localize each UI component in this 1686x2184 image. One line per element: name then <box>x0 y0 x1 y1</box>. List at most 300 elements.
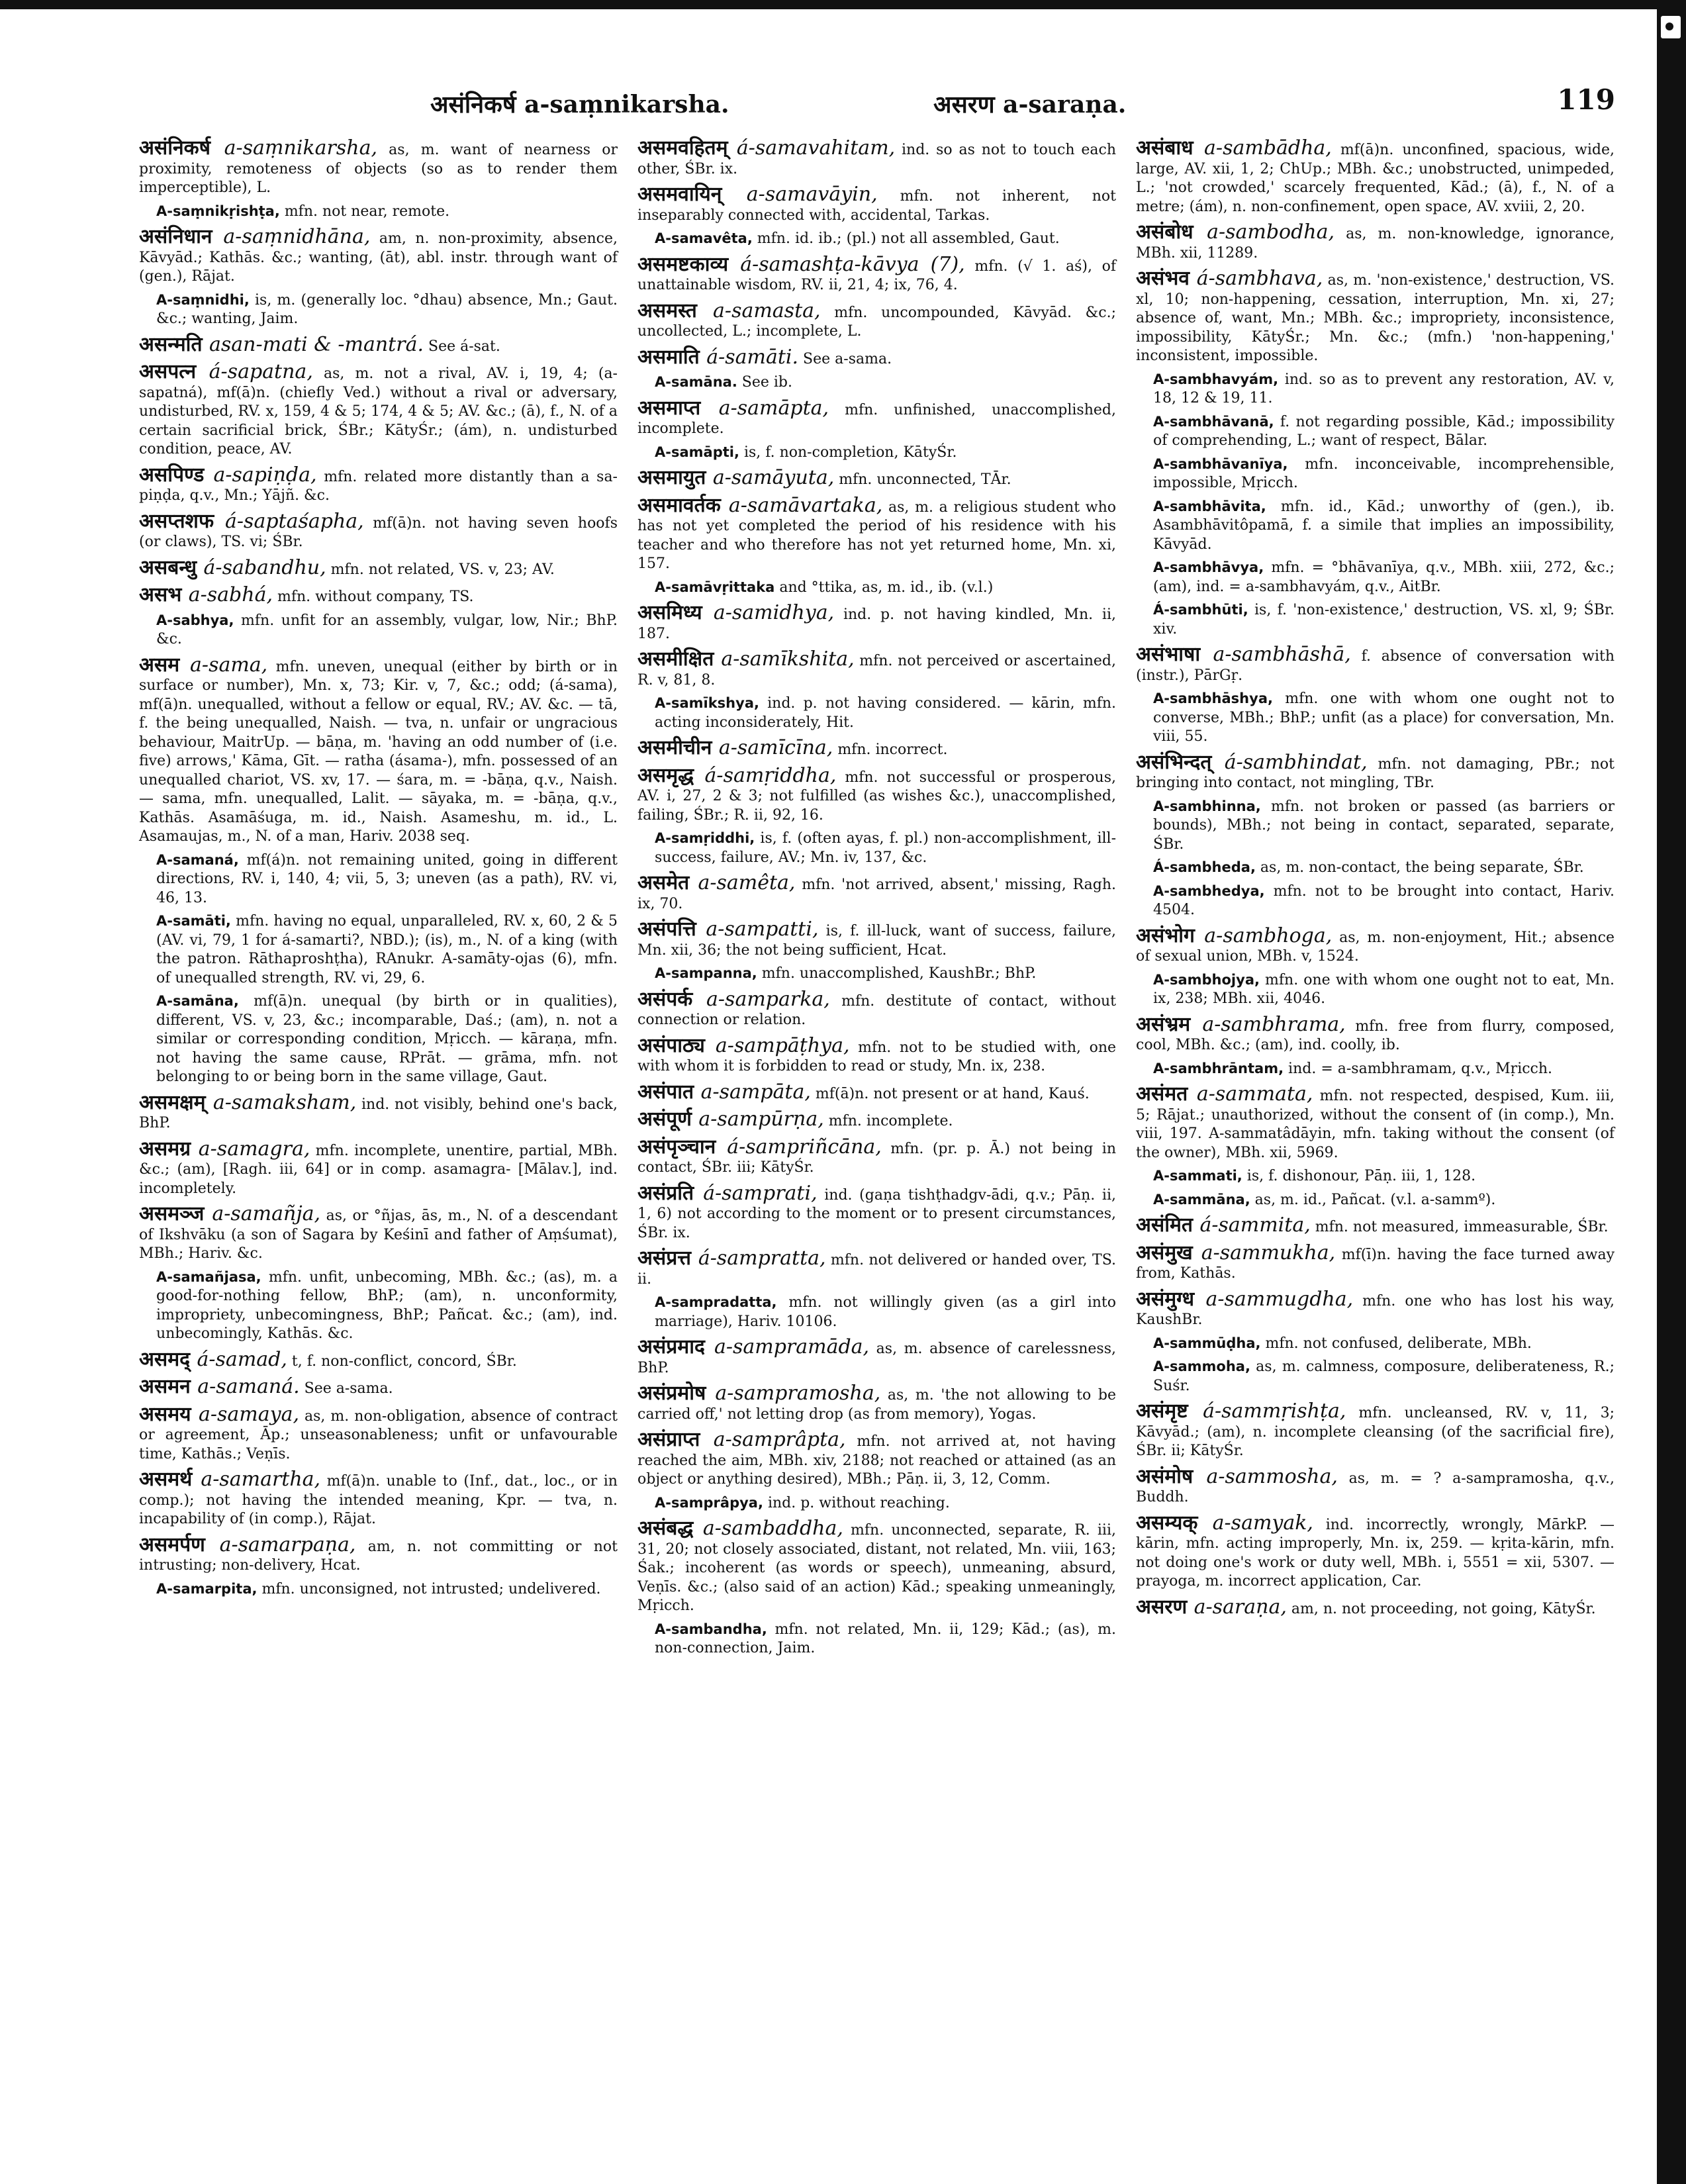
entry-definition: as, m. calmness, composure, deliberateness, R.; Suśr. <box>1153 1358 1615 1394</box>
sub-entry <box>1136 858 1615 878</box>
sub-headword: A-saṃnidhi, <box>156 291 250 308</box>
entry-definition: mf(ā)n. not present or at hand, Kauś. <box>810 1085 1090 1102</box>
headword-devanagari: असमृद्ध <box>637 763 705 787</box>
headword-devanagari: असमस्त <box>637 299 714 322</box>
sub-entry <box>1136 1190 1615 1210</box>
headword-devanagari: असंभाषा <box>1136 643 1213 666</box>
headword-devanagari: असन्मति <box>139 332 209 356</box>
dictionary-entry <box>637 871 1117 914</box>
headword-devanagari: असमन <box>139 1375 198 1398</box>
headword-devanagari: असंनिकर्ष <box>139 136 224 160</box>
sub-entry <box>637 1494 1116 1513</box>
headword-transliteration: á-samprati, <box>703 1181 818 1205</box>
dictionary-entry <box>139 1202 618 1264</box>
entry-definition: ind. not visibly, behind one's back, BhP. <box>139 1096 618 1131</box>
sub-entry <box>637 694 1116 732</box>
entry-definition: mfn. not confused, deliberate, MBh. <box>1260 1335 1532 1352</box>
entry-definition: See ib. <box>737 374 793 391</box>
headword-transliteration: a-sambādha, <box>1204 136 1332 160</box>
headword-transliteration: a-sambhāshā, <box>1213 643 1351 666</box>
headword-devanagari: असमिध्य <box>637 601 714 624</box>
headword-transliteration: a-samidhya, <box>713 601 835 624</box>
headword-transliteration: á-sammita, <box>1199 1213 1311 1237</box>
headword-devanagari: असंबाध <box>1136 136 1205 160</box>
entry-definition: mfn. not to be brought into contact, Hariv. 4504. <box>1153 882 1615 918</box>
dictionary-entry <box>139 360 618 459</box>
headword-transliteration: á-samashṭa-kāvya (7), <box>740 252 965 276</box>
entry-definition: mfn. not arrived at, not having reached the aim, MBh. xiv, 2188; not reached or attained (as an object or anything desired), MBh.; Pāṇ. ii, 3, 12, Comm. <box>637 1433 1116 1488</box>
dictionary-entry <box>1136 1012 1615 1055</box>
sub-entry <box>1136 797 1615 855</box>
headword-devanagari: असमवायिन् <box>637 183 747 206</box>
entry-definition: See á-sat. <box>424 338 500 355</box>
headword-transliteration: a-saṃnidhāna, <box>223 225 371 248</box>
entry-definition: mfn. unfinished, unaccomplished, incomplete. <box>637 401 1116 437</box>
headword-devanagari: असंप्रति <box>637 1181 704 1205</box>
headword-transliteration: a-sammosha, <box>1206 1464 1338 1488</box>
entry-definition: mfn. not successful or prosperous, AV. i, 27, 2 & 3; not fulfilled (as wishes &c.), unaccomplished, failing, ŚBr.; R. ii, 92, 16. <box>637 769 1116 824</box>
entry-definition: ind. = a-sambhramam, q.v., Mṛicch. <box>1284 1060 1553 1077</box>
entry-definition: mfn. incomplete, unentire, partial, MBh. &c.; (am), [Ragh. iii, 64] or in comp. asamagra- [Mālav.], ind. incompletely. <box>139 1142 618 1197</box>
dictionary-entry <box>637 763 1116 826</box>
headword-transliteration: a-sampramosha, <box>715 1382 881 1405</box>
entry-definition: ind. (gaṇa tishṭhadgv-ādi, q.v.; Pāṇ. ii, 1, 6) not according to the moment or to present circumstances, ŚBr. ix. <box>637 1186 1116 1241</box>
entry-definition: mfn. not near, remote. <box>279 203 450 220</box>
sub-headword: A-samīkshya, <box>655 695 759 711</box>
dictionary-entry <box>1136 1402 1615 1461</box>
entry-definition: mfn. not to be studied with, one with whom it is forbidden to read or study, Mn. ix, 238. <box>637 1039 1117 1074</box>
dictionary-entry <box>637 345 1116 369</box>
headword-transliteration: a-samaksham, <box>212 1090 357 1114</box>
entry-definition: as, m. non-enjoyment, Hit.; absence of sexual union, MBh. v, 1524. <box>1136 929 1615 965</box>
entry-definition: as, m. 'non-existence,' destruction, VS. xl, 10; non-happening, cessation, interruption, Mn. xi, 27; absence of, want, Mn.; MBh. &c.; impropriety, inconsistence, impossibility, KātyŚr.; Mn. &c.; (mfn.) 'non-happening,' inconsistent, impossible. <box>1136 272 1615 364</box>
headword-transliteration: a-sampramāda, <box>714 1335 870 1358</box>
headword-devanagari: असम <box>139 653 191 677</box>
entry-definition: as, m. want of nearness or proximity, remoteness of objects (so as to render them imperceptible), L. <box>139 142 618 196</box>
dictionary-entry <box>637 1135 1116 1178</box>
dictionary-entry <box>637 987 1116 1030</box>
headword-devanagari: असंपूर्ण <box>637 1108 699 1131</box>
headword-devanagari: असंमुख <box>1136 1241 1201 1264</box>
headword-transliteration: a-sama, <box>190 653 268 677</box>
dictionary-entry <box>139 1375 618 1399</box>
dictionary-entry <box>1136 136 1615 216</box>
dictionary-entry <box>1136 220 1615 263</box>
headword-transliteration: a-samasta, <box>713 299 821 322</box>
entry-definition: as, m. non-obligation, absence of contract or agreement, Āp.; unseasonableness; unfit or unfavourable time, Kathās.; Veṇīs. <box>139 1407 618 1462</box>
sub-entry <box>1136 600 1615 639</box>
entry-definition: f. not regarding possible, Kād.; impossibility of comprehending, L.; want of respect, Bālar. <box>1153 413 1615 449</box>
dictionary-entry <box>139 1137 618 1199</box>
dictionary-entry <box>139 1402 618 1464</box>
sub-entry <box>139 1580 618 1599</box>
headword-devanagari: असंप्रत्त <box>637 1247 698 1270</box>
headword-transliteration: á-sampriñcāna, <box>727 1135 882 1159</box>
entry-definition: mfn. unfit for an assembly, vulgar, low, Nir.; BhP. &c. <box>156 612 618 647</box>
headword-transliteration: a-samavāyin, <box>746 183 878 206</box>
headword-devanagari: असंमित <box>1136 1213 1200 1237</box>
headword-devanagari: असप्तशफ <box>139 509 226 533</box>
headword-devanagari: असंपृञ्चान <box>637 1135 727 1159</box>
entry-definition: am, n. non-proximity, absence, Kāvyād.; Kathās. &c.; wanting, (āt), abl. instr. through want of (gen.), Rājat. <box>139 230 618 285</box>
sub-headword: A-sambhāvanīya, <box>1153 455 1288 472</box>
headword-transliteration: a-samañja, <box>212 1202 321 1225</box>
sub-entry <box>139 202 618 222</box>
headword-devanagari: असंप्रमोष <box>637 1382 716 1405</box>
sub-entry <box>139 611 618 649</box>
headword-devanagari: असमञ्ज <box>139 1202 212 1225</box>
dictionary-entry <box>139 555 618 580</box>
sub-headword: A-sambhāvita, <box>1153 498 1266 514</box>
entry-definition: See a-sama. <box>299 1380 393 1397</box>
dictionary-entry <box>637 1335 1117 1378</box>
entry-definition: ind. so as not to touch each other, ŚBr. ix. <box>637 142 1116 177</box>
entry-definition: mfn. uncleansed, RV. v, 11, 3; Kāvyād.; (am), n. incomplete cleansing (of the sacrificial fire), ŚBr. ii; KātyŚr. <box>1136 1405 1615 1459</box>
entry-definition: mfn. incomplete. <box>823 1113 953 1129</box>
headword-devanagari: असमय <box>139 1402 199 1426</box>
headword-transliteration: a-sampūrṇa, <box>698 1108 824 1131</box>
dictionary-entry <box>139 653 618 847</box>
headword-transliteration: a-samarpaṇa, <box>219 1533 356 1556</box>
entry-definition: ind. so as to prevent any restoration, AV. v, 18, 12 & 19, 11. <box>1153 371 1615 406</box>
entry-definition: mfn. related more distantly than a sa-piṇḍa, q.v., Mn.; Yājñ. &c. <box>139 468 618 504</box>
entry-definition: and °ttika, as, m. id., ib. (v.l.) <box>774 579 994 596</box>
headword-transliteration: a-saraṇa, <box>1194 1595 1287 1619</box>
headword-devanagari: असमीचीन <box>637 736 719 759</box>
sub-headword: A-samāna. <box>655 374 737 390</box>
headword-transliteration: a-sambaddha, <box>702 1517 843 1540</box>
entry-definition: mfn. (pr. p. Ā.) not being in contact, ŚBr. iii; KātyŚr. <box>637 1140 1116 1176</box>
sub-headword: A-samāti, <box>156 913 231 929</box>
entry-definition: as, m. = ? a-sampramosha, q.v., Buddh. <box>1136 1470 1615 1505</box>
headword-transliteration: a-sammugdha, <box>1205 1287 1354 1311</box>
sub-entry <box>139 291 618 329</box>
edge-marker-icon <box>1661 16 1681 38</box>
headword-devanagari: असमक्षम् <box>139 1090 213 1114</box>
entry-definition: as, or °ñjas, ās, m., N. of a descendant of Ikshvāku (a son of Sagara by Keśinī and father of Aṃśumat), MBh.; Hariv. &c. <box>139 1208 618 1262</box>
sub-entry <box>1136 370 1615 408</box>
entry-definition: mfn. one with whom one ought not to eat, Mn. ix, 238; MBh. xii, 4046. <box>1153 971 1615 1007</box>
entry-definition: as, m. id., Pañcat. (v.l. a-sammº). <box>1250 1191 1496 1208</box>
entry-definition: mfn. (√ 1. aś), of unattainable wisdom, RV. ii, 21, 4; ix, 76, 4. <box>637 258 1116 293</box>
headword-devanagari: असंबद्ध <box>637 1517 703 1540</box>
entry-definition: as, m. non-contact, the being separate, ŚBr. <box>1255 859 1584 876</box>
sub-headword: A-sammāna, <box>1153 1191 1250 1208</box>
column-3 <box>1136 132 1615 1662</box>
sub-entry <box>1136 1357 1615 1396</box>
dictionary-entry <box>637 601 1116 643</box>
entry-definition: ind. incorrectly, wrongly, MārkP. — kārin, mfn. acting improperly, Mn. ix, 259. — kṛita-kārin, mfn. not doing one's work or duty well, MBh. i, 5551 = xii, 5307. — prayoga, m. incorrect application, Car. <box>1136 1516 1615 1590</box>
entry-definition: mfn. having no equal, unparalleled, RV. x, 60, 2 & 5 (AV. vi, 79, 1 for á-samarti?, NBD.); (is), m., N. of a king (with the patron. Rāthaproshṭha), RAnukr. A-samāty-ojas (6), mfn. of unequalled strength, RV. vi, 29, 6. <box>156 913 618 986</box>
dictionary-entry <box>139 1470 618 1529</box>
dictionary-entry <box>1136 1464 1615 1507</box>
dictionary-entry <box>637 1181 1116 1243</box>
headword-transliteration: a-sambodha, <box>1207 220 1335 244</box>
dictionary-entry <box>139 463 618 506</box>
entry-definition: mfn. inconceivable, incomprehensible, impossible, Mṛicch. <box>1153 455 1615 491</box>
headword-transliteration: á-sammṛishṭa, <box>1203 1400 1346 1423</box>
entry-definition: mfn. 'not arrived, absent,' missing, Ragh. ix, 70. <box>637 877 1117 912</box>
headword-transliteration: á-sambhava, <box>1196 267 1323 290</box>
top-scan-edge <box>0 0 1686 9</box>
headword-devanagari: असंभिन्दत् <box>1136 750 1225 774</box>
sub-headword: A-sambhāshya, <box>1153 690 1273 706</box>
entry-definition: as, m. not a rival, AV. i, 19, 4; (a-sapatná), mf(ā)n. (chiefly Ved.) without a rival or adversary, undisturbed, RV. x, 159, 4 & 5; 174, 4 & 5; AV. &c.; (ā), f., N. of a certain sacrificial brick, ŚBr.; KātyŚr.; (ám), n. undisturbed condition, peace, AV. <box>139 365 618 457</box>
dictionary-entry <box>637 647 1116 690</box>
sub-headword: A-samaná, <box>156 851 239 868</box>
sub-headword: A-sampradatta, <box>655 1294 777 1310</box>
headword-devanagari: असंपत्ति <box>637 918 706 941</box>
sub-entry <box>637 829 1116 867</box>
sub-entry <box>1136 1059 1615 1079</box>
dictionary-entry <box>139 332 618 357</box>
headword-transliteration: a-sampāta, <box>700 1080 811 1104</box>
dictionary-entry <box>637 299 1116 342</box>
dictionary-entry <box>1136 1213 1615 1237</box>
sub-entry <box>139 1268 618 1344</box>
headword-transliteration: a-sampāṭhya, <box>715 1033 850 1057</box>
dictionary-page <box>139 79 1615 2138</box>
headword-transliteration: a-samīcīna, <box>718 736 833 759</box>
headword-transliteration: á-samad, <box>197 1347 287 1371</box>
sub-entry <box>139 851 618 908</box>
headword-transliteration: a-samaná. <box>197 1375 300 1398</box>
headword-transliteration: asan-mati & -mantrá. <box>209 332 424 356</box>
sub-headword: A-samarpita, <box>156 1580 258 1597</box>
headword-devanagari: असंमुग्ध <box>1136 1287 1206 1311</box>
headword-transliteration: a-samīkshita, <box>721 647 855 671</box>
sub-headword: A-samavêta, <box>655 230 753 246</box>
sub-entry <box>1136 1166 1615 1186</box>
sub-entry <box>1136 971 1615 1009</box>
entry-definition: mfn. one with whom one ought not to converse, MBh.; BhP.; unfit (as a place) for conversation, Mn. viii, 55. <box>1153 690 1615 745</box>
sub-headword: A-samāvṛittaka <box>655 579 775 595</box>
headword-transliteration: a-samāyuta, <box>712 466 835 489</box>
headword-devanagari: असमावर्तक <box>637 493 729 517</box>
dictionary-entry <box>139 1090 618 1133</box>
sub-headword: A-samāpti, <box>655 444 739 460</box>
headword-devanagari: असंपाठ्य <box>637 1033 716 1057</box>
dictionary-entry <box>637 1428 1116 1490</box>
headword-devanagari: असंबोध <box>1136 220 1207 244</box>
entry-definition: ind. p. not having kindled, Mn. ii, 187. <box>637 606 1116 642</box>
entry-definition: is, f. ill-luck, want of success, failure, Mn. xii, 36; the not being sufficient, Hcat. <box>637 923 1116 959</box>
entry-definition: mfn. unaccomplished, KaushBr.; BhP. <box>757 965 1037 982</box>
headword-devanagari: असमर्पण <box>139 1533 220 1556</box>
dictionary-entry <box>637 493 1116 574</box>
dictionary-entry <box>1136 1287 1615 1330</box>
headword-transliteration: á-sabandhu, <box>203 555 326 579</box>
sub-entry <box>1136 412 1615 451</box>
headword-devanagari: असमेत <box>637 871 698 894</box>
dictionary-entry <box>637 920 1116 960</box>
headword-transliteration: á-sambhindat, <box>1224 750 1368 774</box>
headword-transliteration: a-samparka, <box>706 987 830 1011</box>
sub-headword: A-sambhrāntam, <box>1153 1060 1284 1076</box>
entry-definition: mfn. not willingly given (as a girl into marriage), Hariv. 10106. <box>655 1294 1116 1330</box>
sub-entry <box>637 578 1116 598</box>
entry-definition: mfn. not delivered or handed over, TS. ii. <box>637 1252 1116 1288</box>
dictionary-entry <box>637 736 1116 760</box>
dictionary-entry <box>637 1033 1117 1076</box>
entry-definition: mf(ā)n. unequal (by birth or in qualities), different, VS. v, 23, &c.; incomparable, Daś.; (am), n. not a similar or corresponding condition, Mṛicch. — kāraṇa, mfn. not having the same cause, RPrāt. — grāma, mfn. not belonging to or being born in the same village, Gaut. <box>156 993 618 1085</box>
sub-entry <box>637 964 1116 984</box>
headword-transliteration: a-sampatti, <box>706 918 819 941</box>
headword-transliteration: a-samāvartaka, <box>728 493 883 517</box>
dictionary-entry <box>1136 269 1615 366</box>
entry-definition: mfn. one who has lost his way, KaushBr. <box>1136 1292 1615 1328</box>
headword-devanagari: असरण <box>1136 1595 1194 1619</box>
headword-transliteration: a-samagra, <box>198 1137 310 1161</box>
entry-columns <box>139 132 1615 1662</box>
entry-definition: mf(ā)n. not having seven hoofs (or claws), TS. vi; ŚBr. <box>139 514 618 550</box>
running-header <box>139 79 1615 126</box>
dictionary-entry <box>1136 1082 1615 1163</box>
dictionary-entry <box>1136 924 1615 967</box>
headword-devanagari: असमाप्त <box>637 396 719 420</box>
entry-definition: as, m. absence of carelessness, BhP. <box>637 1341 1117 1376</box>
sub-entry <box>637 373 1116 393</box>
dictionary-entry <box>1136 750 1615 793</box>
dictionary-entry <box>1136 1511 1615 1591</box>
headword-transliteration: á-samṛiddha, <box>704 763 837 787</box>
sub-headword: Á-sambhūti, <box>1153 602 1248 618</box>
headword-transliteration: a-samāpta, <box>718 396 829 420</box>
sub-headword: A-samprâpya, <box>655 1494 763 1511</box>
headword-devanagari: असभ <box>139 583 189 606</box>
sub-headword: A-samṛiddhi, <box>655 830 755 846</box>
entry-definition: mfn. uncompounded, Kāvyād. &c.; uncollected, L.; incomplete, L. <box>637 304 1116 340</box>
entry-definition: is, m. (generally loc. °dhau) absence, Mn.; Gaut. &c.; wanting, Jaim. <box>156 291 618 327</box>
sub-headword: A-sampanna, <box>655 965 757 981</box>
entry-definition: mfn. id. ib.; (pl.) not all assembled, Gaut. <box>752 230 1060 247</box>
headword-transliteration: á-samāti. <box>706 345 799 369</box>
headword-transliteration: a-sapiṇḍa, <box>213 463 317 487</box>
entry-definition: ind. p. not having considered. — kārin, mfn. acting inconsiderately, Hit. <box>655 695 1116 731</box>
headword-devanagari: असंमत <box>1136 1082 1197 1106</box>
sub-entry <box>139 992 618 1087</box>
sub-entry <box>139 912 618 988</box>
dictionary-entry <box>637 466 1116 490</box>
entry-definition: f. absence of conversation with (instr.), PārGṛ. <box>1136 648 1615 684</box>
entry-definition: mfn. not inherent, not inseparably connected with, accidental, Tarkas. <box>637 188 1116 224</box>
entry-definition: mfn. unconnected, TĀr. <box>834 471 1011 488</box>
entry-definition: am, n. not proceeding, not going, KātyŚr. <box>1286 1600 1596 1617</box>
sub-headword: A-sammati, <box>1153 1168 1242 1184</box>
sub-headword: A-sambhāvya, <box>1153 559 1264 575</box>
headword-devanagari: असंपर्क <box>637 987 707 1011</box>
header-left-guideword: असंनिकर्ष a-saṃnikarsha. <box>430 91 729 119</box>
dictionary-entry <box>139 583 618 607</box>
headword-devanagari: असबन्धु <box>139 555 204 579</box>
entry-definition: mfn. = °bhāvanīya, q.v., MBh. xiii, 272, &c.; (am), ind. = a-sambhavyám, q.v., AitBr. <box>1153 559 1615 595</box>
sub-headword: A-sambhojya, <box>1153 971 1260 988</box>
sub-headword: A-sambhāvanā, <box>1153 413 1274 430</box>
headword-devanagari: असंप्रमाद <box>637 1335 714 1358</box>
dictionary-entry <box>637 185 1116 225</box>
headword-devanagari: असमष्टकाव्य <box>637 252 741 276</box>
sub-headword: A-sammoha, <box>1153 1358 1250 1374</box>
headword-devanagari: असमग्र <box>139 1137 199 1161</box>
entry-definition: mfn. unconnected, separate, R. iii, 31, 20; not closely associated, distant, not related, Mn. viii, 163; Śak.; incoherent (as words or speech), unmeaning, absurd, Veṇīs. &c.; (also said of an action) Kād.; speaking unmeaningly, Mṛicch. <box>637 1522 1116 1614</box>
dictionary-entry <box>637 1384 1116 1424</box>
entry-definition: t, f. non-conflict, concord, ŚBr. <box>287 1353 517 1370</box>
dictionary-entry <box>1136 1241 1615 1284</box>
sub-headword: A-samañjasa, <box>156 1268 261 1285</box>
headword-devanagari: असमर्थ <box>139 1468 201 1491</box>
dictionary-entry <box>139 1347 618 1372</box>
headword-transliteration: a-samyak, <box>1212 1511 1313 1535</box>
entry-definition: mfn. incorrect. <box>833 741 948 758</box>
page-number: 119 <box>1557 83 1615 116</box>
entry-definition: mfn. free from flurry, composed, cool, MBh. &c.; (am), ind. coolly, ib. <box>1136 1018 1615 1053</box>
headword-transliteration: a-sammata, <box>1196 1082 1313 1106</box>
sub-entry <box>1136 558 1615 596</box>
headword-devanagari: असंनिधान <box>139 225 224 248</box>
headword-transliteration: á-samavahitam, <box>736 136 896 160</box>
sub-entry <box>637 1293 1116 1331</box>
entry-definition: mfn. not related, Mn. ii, 129; Kād.; (as), m. non-connection, Jaim. <box>655 1621 1116 1656</box>
entry-definition: mfn. uneven, unequal (either by birth or in surface or number), Mn. x, 73; Kir. v, 7, &c.; odd; (á-sama), mf(ā)n. unequalled, without a fellow or equal, RV.; AV. &c. — tā, f. the being unequalled, Naish. — tva, n. unfair or ungracious behaviour, MaitrUp. — bāṇa, m. 'having an odd number of (i.e. five) arrows,' Kāma, Gīt. — ratha (ásama-), mfn. possessed of an unequalled chariot, VS. xv, 17. — śara, m. = -bāṇa, q.v., Naish. — sama, mfn. unequalled, Lalit. — sāyaka, m. = -bāṇa, q.v., Kathās. Asamāśuga, m. id., Naish. Asameshu, m. id., L. Asamaujas, m., N. of a man, Hariv. 2038 seq. <box>139 658 618 845</box>
entry-definition: is, f. dishonour, Pāṇ. iii, 1, 128. <box>1242 1168 1476 1184</box>
entry-definition: See a-sama. <box>798 350 892 367</box>
entry-definition: is, f. non-completion, KātyŚr. <box>739 444 957 461</box>
headword-devanagari: असमवहितम् <box>637 136 737 160</box>
headword-devanagari: असंभ्रम <box>1136 1012 1203 1036</box>
sub-headword: A-saṃnikṛishṭa, <box>156 203 280 219</box>
header-right-guideword: असरण a-saraṇa. <box>933 91 1127 119</box>
dictionary-entry <box>139 1533 618 1576</box>
dictionary-entry <box>139 136 618 198</box>
headword-devanagari: असंप्राप्त <box>637 1428 714 1451</box>
dictionary-entry <box>637 252 1116 295</box>
entry-definition: am, n. not committing or not intrusting; non-delivery, Hcat. <box>139 1538 618 1574</box>
entry-definition: mfn. destitute of contact, without connection or relation. <box>637 992 1116 1028</box>
entry-definition: mfn. not perceived or ascertained, R. v, 81, 8. <box>637 653 1116 688</box>
headword-devanagari: असमद् <box>139 1347 197 1371</box>
headword-devanagari: असमाति <box>637 345 707 369</box>
headword-transliteration: a-samêta, <box>698 871 796 894</box>
entry-definition: is, f. (often ayas, f. pl.) non-accomplishment, ill-success, failure, AV.; Mn. iv, 137, &c. <box>655 830 1116 866</box>
sub-headword: A-sambhedya, <box>1153 882 1265 899</box>
entry-definition: mfn. not related, VS. v, 23; AV. <box>326 561 555 578</box>
entry-definition: mfn. unconsigned, not intrusted; undelivered. <box>257 1580 601 1597</box>
headword-transliteration: a-samprâpta, <box>713 1428 846 1451</box>
entry-definition: mf(á)n. not remaining united, going in different directions, RV. i, 140, 4; vii, 5, 3; uneven (as a path), RV. vi, 46, 13. <box>156 851 618 906</box>
headword-devanagari: असपत्न <box>139 360 209 383</box>
headword-devanagari: असमायुत <box>637 466 713 489</box>
sub-headword: A-sambandha, <box>655 1621 767 1637</box>
entry-definition: is, f. 'non-existence,' destruction, VS. xl, 9; ŚBr. xiv. <box>1153 602 1615 638</box>
headword-devanagari: असंभोग <box>1136 924 1205 947</box>
entry-definition: as, m. a religious student who has not yet completed the period of his residence with his teacher and who therefore has not yet returned home, Mn. xi, 157. <box>637 499 1116 572</box>
entry-definition: mfn. not damaging, PBr.; not bringing into contact, not mingling, TBr. <box>1136 755 1615 791</box>
headword-transliteration: a-sabhá, <box>188 583 273 606</box>
sub-headword: A-sambhinna, <box>1153 798 1261 814</box>
entry-definition: as, m. 'the not allowing to be carried off,' not letting drop (as from memory), Yogas. <box>637 1387 1116 1423</box>
headword-transliteration: á-sampratta, <box>698 1247 826 1270</box>
sub-headword: A-sambhavyám, <box>1153 371 1279 387</box>
entry-definition: as, m. non-knowledge, ignorance, MBh. xii, 11289. <box>1136 226 1615 261</box>
headword-transliteration: a-sambhrama, <box>1202 1012 1346 1036</box>
headword-devanagari: असंपात <box>637 1080 701 1104</box>
sub-entry <box>1136 455 1615 493</box>
entry-definition: mf(ī)n. having the face turned away from, Kathās. <box>1136 1246 1615 1282</box>
entry-definition: mf(ā)n. unable to (Inf., dat., loc., or in comp.); not having the intended meaning, Kpr. — tva, n. incapability of (in comp.), Rājat. <box>139 1473 618 1527</box>
headword-devanagari: असमीक्षित <box>637 647 722 671</box>
headword-transliteration: a-samartha, <box>201 1468 321 1491</box>
dictionary-entry <box>637 136 1116 179</box>
